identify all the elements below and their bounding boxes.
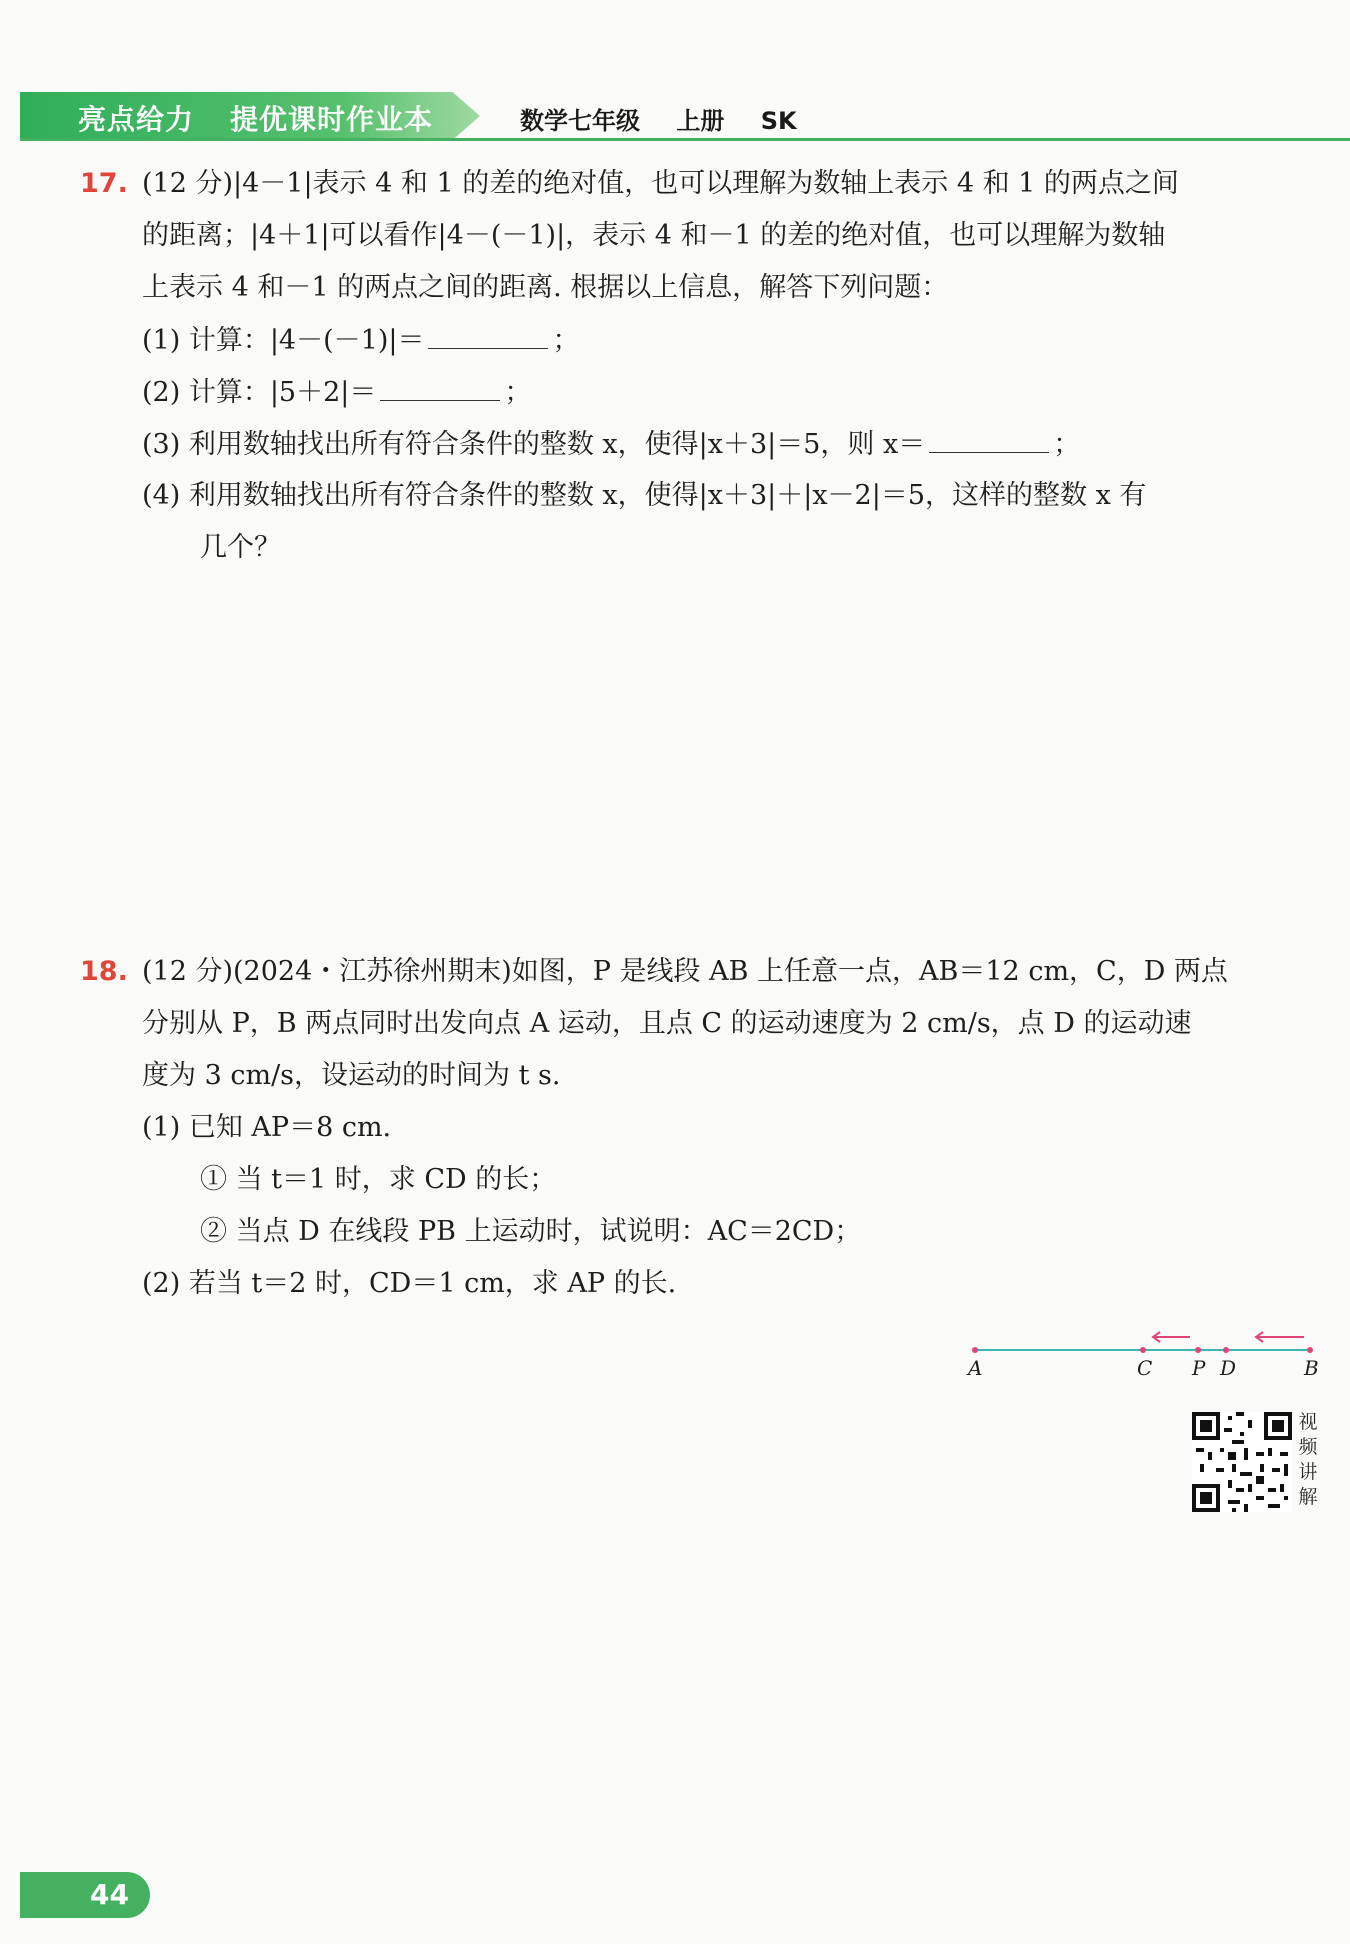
point-a — [972, 1347, 978, 1353]
question-1a: ① 当 t＝1 时，求 CD 的长； — [200, 1164, 557, 1195]
volume: 上册 — [676, 107, 725, 135]
answer-blank[interactable] — [929, 430, 1049, 453]
page-number: 44 — [90, 1878, 129, 1911]
label-p: P — [1192, 1356, 1206, 1380]
segment-diagram — [960, 1320, 1320, 1360]
question-3 — [142, 430, 1080, 458]
qr-caption-char: 讲 — [1298, 1461, 1318, 1483]
page-number-badge — [20, 1872, 150, 1918]
point-c — [1140, 1347, 1146, 1353]
problem-text-line: 度为 3 cm/s，设运动的时间为 t s. — [142, 1060, 561, 1091]
header-divider — [20, 138, 1350, 141]
edition: SK — [760, 107, 797, 135]
answer-blank[interactable] — [428, 326, 548, 349]
question-suffix: ； — [552, 325, 580, 356]
label-c: C — [1137, 1356, 1153, 1380]
question-2 — [142, 378, 531, 406]
problem-text-line: (12 分)|4－1|表示 4 和 1 的差的绝对值，也可以理解为数轴上表示 4 和 1 的两点之间 — [142, 168, 1179, 199]
question-4: (4) 利用数轴找出所有符合条件的整数 x，使得|x＋3|＋|x－2|＝5，这样的整数 x 有 — [142, 480, 1147, 511]
question-text: (2) 计算：|5＋2|＝ — [142, 377, 377, 408]
point-p — [1195, 1347, 1201, 1353]
brand-title: 亮点给力 — [78, 103, 195, 136]
point-d — [1223, 1347, 1229, 1353]
question-suffix: ； — [504, 377, 532, 408]
qr-caption-char: 视 — [1298, 1411, 1318, 1433]
book-info — [520, 101, 825, 136]
question-text: (1) 计算：|4－(－1)|＝ — [142, 325, 425, 356]
problem-text-line: (12 分)(2024・江苏徐州期末)如图，P 是线段 AB 上任意一点，AB＝12 cm，C，D 两点 — [142, 956, 1228, 987]
qr-caption-char: 频 — [1298, 1436, 1318, 1458]
qr-caption — [1296, 1410, 1320, 1510]
answer-blank[interactable] — [380, 378, 500, 401]
question-2: (2) 若当 t＝2 时，CD＝1 cm，求 AP 的长. — [142, 1268, 677, 1299]
problem-text-line: 上表示 4 和－1 的两点之间的距离. 根据以上信息，解答下列问题： — [142, 272, 949, 303]
point-b — [1307, 1347, 1313, 1353]
arrow-c-left — [1153, 1332, 1190, 1342]
label-a: A — [968, 1356, 983, 1380]
question-1 — [142, 326, 579, 354]
arrow-d-left — [1256, 1332, 1304, 1342]
problem-text-line: 的距离；|4＋1|可以看作|4－(－1)|，表示 4 和－1 的差的绝对值，也可以理解为数轴 — [142, 220, 1166, 251]
qr-caption-char: 解 — [1298, 1486, 1318, 1508]
series-title: 提优课时作业本 — [230, 103, 434, 136]
question-suffix: ； — [1053, 429, 1081, 460]
problem-text-line: 分别从 P，B 两点同时出发向点 A 运动，且点 C 的运动速度为 2 cm/s，点 D 的运动速 — [142, 1008, 1192, 1039]
problem-number: 17. — [80, 168, 128, 199]
qr-code[interactable] — [1192, 1412, 1292, 1512]
label-d: D — [1220, 1356, 1237, 1380]
segment-figure — [960, 1320, 1320, 1380]
question-1b: ② 当点 D 在线段 PB 上运动时，试说明：AC＝2CD； — [200, 1216, 862, 1247]
question-1: (1) 已知 AP＝8 cm. — [142, 1112, 392, 1143]
question-4-cont: 几个？ — [200, 532, 281, 563]
label-b: B — [1304, 1356, 1319, 1380]
subject-grade: 数学七年级 — [520, 107, 640, 135]
question-text: (3) 利用数轴找出所有符合条件的整数 x，使得|x＋3|＝5，则 x＝ — [142, 429, 926, 460]
problem-number: 18. — [80, 956, 128, 987]
